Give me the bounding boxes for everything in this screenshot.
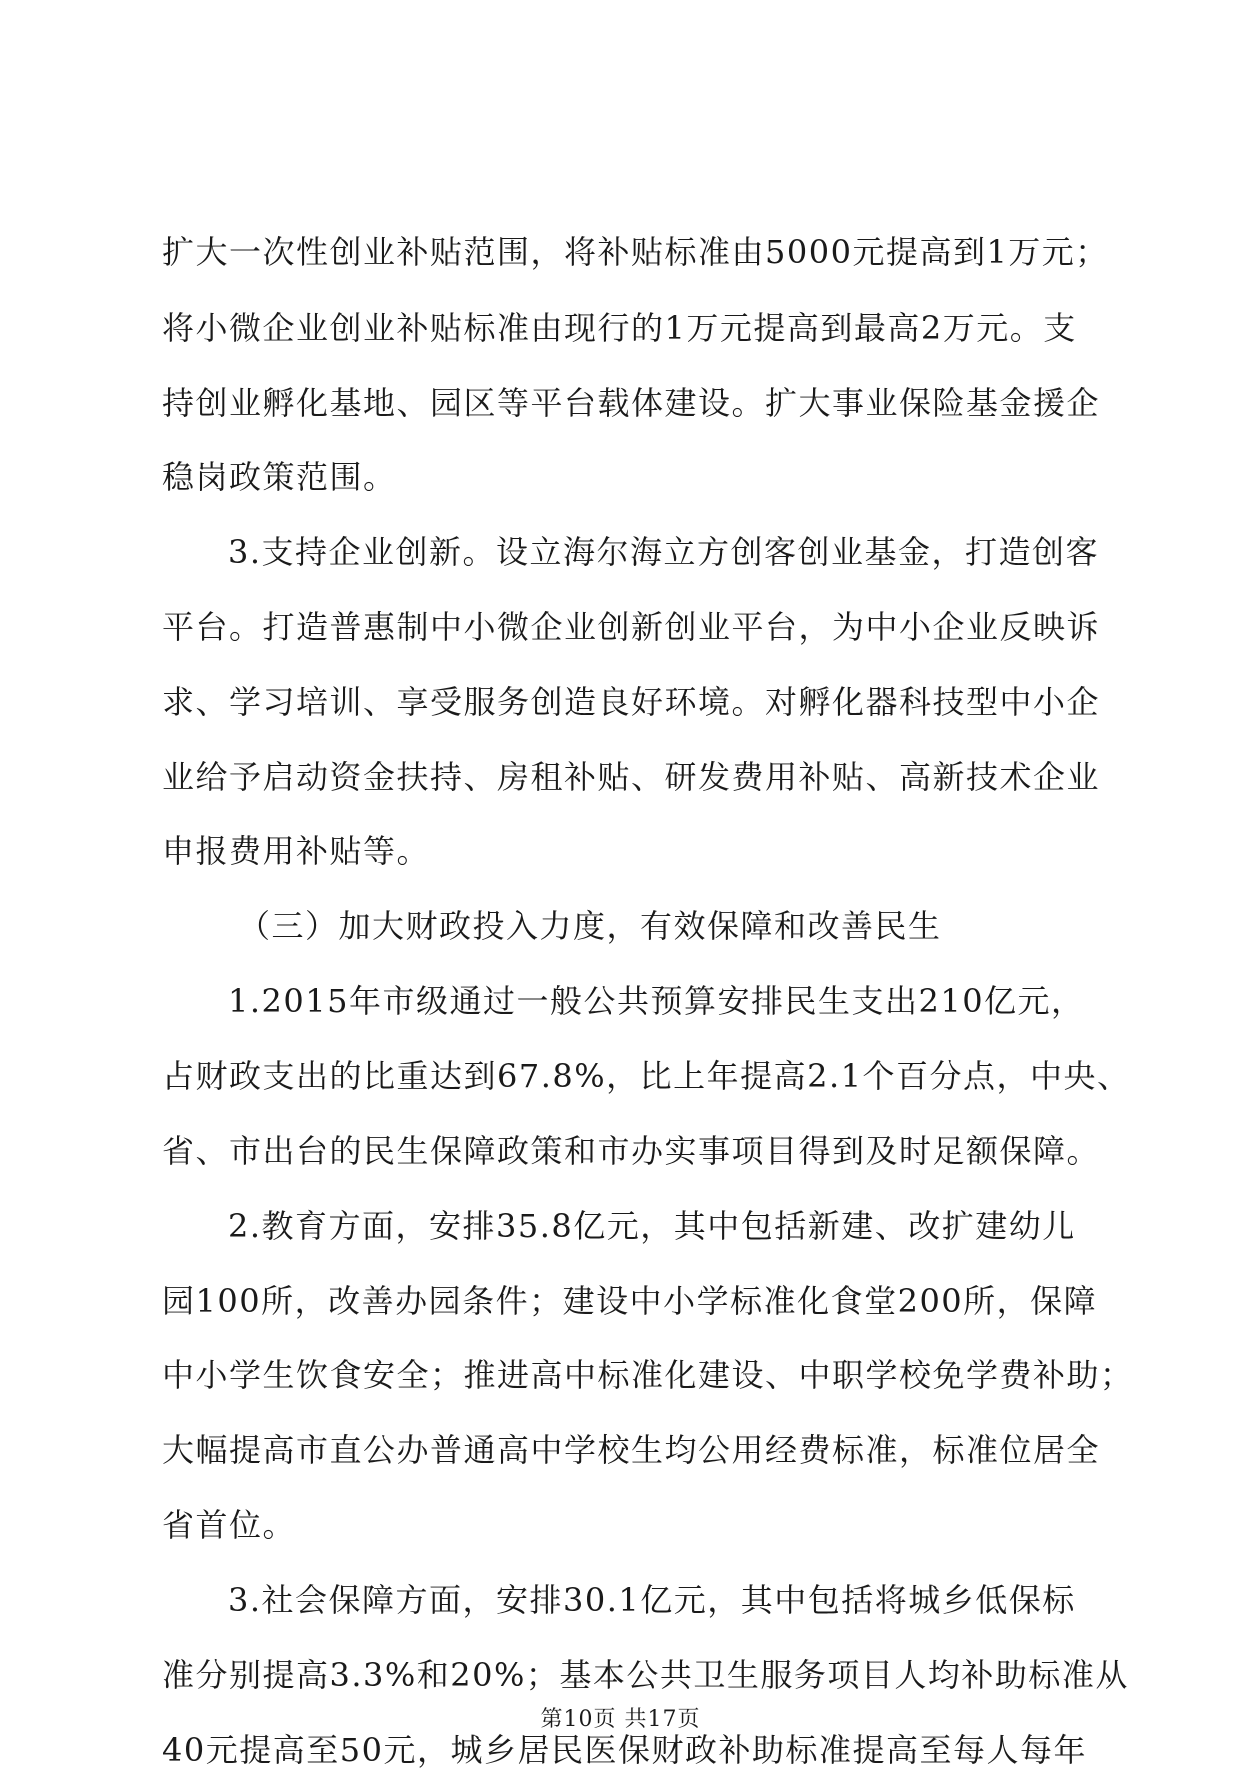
text-line: 大幅提高市直公办普通高中学校生均公用经费标准，标准位居全 <box>162 1431 1101 1469</box>
page-footer: 第10页 共17页 <box>540 1707 701 1732</box>
text-line: 持创业孵化基地、园区等平台载体建设。扩大事业保险基金援企 <box>162 384 1101 422</box>
text-line: 求、学习培训、享受服务创造良好环境。对孵化器科技型中小企 <box>162 683 1101 721</box>
text-line: 40元提高至50元，城乡居民医保财政补助标准提高至每人每年 <box>162 1731 1087 1769</box>
text-line: 平台。打造普惠制中小微企业创新创业平台，为中小企业反映诉 <box>162 608 1101 646</box>
text-line: 3.社会保障方面，安排30.1亿元，其中包括将城乡低保标 <box>228 1581 1076 1619</box>
text-line: 3.支持企业创新。设立海尔海立方创客创业基金，打造创客 <box>228 533 1100 571</box>
text-line: 占财政支出的比重达到67.8%，比上年提高2.1个百分点，中央、 <box>162 1057 1131 1095</box>
text-line: 申报费用补贴等。 <box>162 832 431 870</box>
text-line: 稳岗政策范围。 <box>162 458 397 496</box>
text-line: 园100所，改善办园条件；建设中小学标准化食堂200所，保障 <box>162 1282 1098 1320</box>
text-line: 省、市出台的民生保障政策和市办实事项目得到及时足额保障。 <box>162 1132 1101 1170</box>
text-line: 扩大一次性创业补贴范围，将补贴标准由5000元提高到1万元； <box>162 233 1109 271</box>
text-line: 省首位。 <box>162 1506 297 1544</box>
text-line: 2.教育方面，安排35.8亿元，其中包括新建、改扩建幼儿 <box>228 1207 1076 1245</box>
text-line: 将小微企业创业补贴标准由现行的1万元提高到最高2万元。支 <box>162 309 1077 347</box>
text-line: 1.2015年市级通过一般公共预算安排民生支出210亿元， <box>228 982 1085 1020</box>
text-line: 准分别提高3.3%和20%；基本公共卫生服务项目人均补助标准从 <box>162 1656 1129 1694</box>
text-line: 业给予启动资金扶持、房租补贴、研发费用补贴、高新技术企业 <box>162 758 1101 796</box>
text-line: 中小学生饮食安全；推进高中标准化建设、中职学校免学费补助； <box>162 1356 1134 1394</box>
section-heading: （三）加大财政投入力度，有效保障和改善民生 <box>238 907 942 945</box>
